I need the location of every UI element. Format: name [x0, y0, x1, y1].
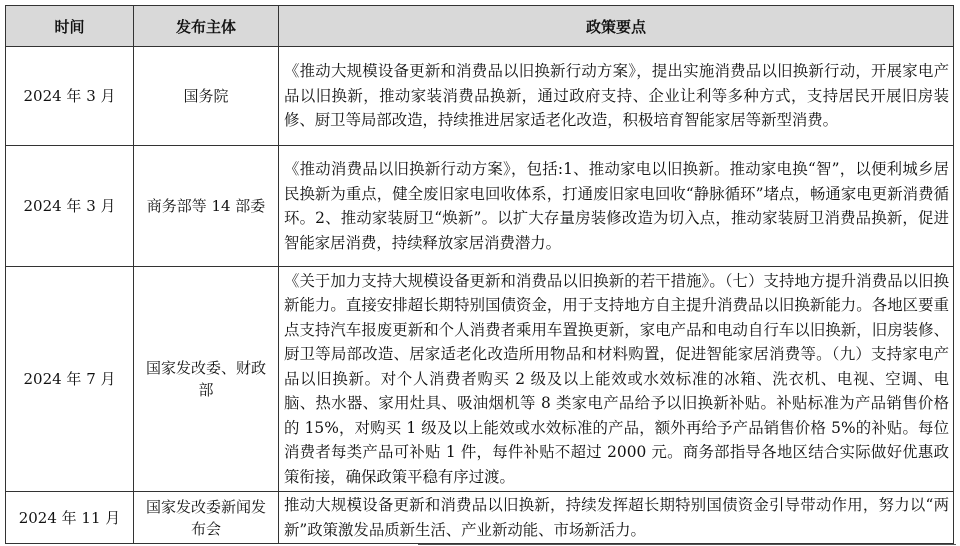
cell-points: 《推动消费品以旧换新行动方案》，包括:1、推动家电以旧换新。推动家电换“智”，以便利城乡居民换新为重点，健全废旧家电回收体系，打通废旧家电回收“静脉循环”堵点，畅通家电更新消费循环。2、推动家装厨卫“焕新”。以扩大存量房装修改造为切入点，推动家装厨卫消费品换新，促进智能家居消费，持续释放家居消费潜力。: [279, 146, 954, 267]
header-issuer: 发布主体: [134, 6, 279, 47]
cell-points: 《推动大规模设备更新和消费品以旧换新行动方案》，提出实施消费品以旧换新行动，开展家电产品以旧换新，推动家装消费品换新，通过政府支持、企业让利等多种方式，支持居民开展旧房装修、厨卫等局部改造，持续推进居家适老化改造，积极培育智能家居等新型消费。: [279, 47, 954, 146]
cell-time: 2024 年 11 月: [6, 492, 134, 544]
header-row: [6, 6, 954, 47]
cell-issuer: 国务院: [134, 47, 279, 146]
cell-issuer: 商务部等 14 部委: [134, 146, 279, 267]
header-points: 政策要点: [279, 6, 954, 47]
bottom-divider: [418, 544, 956, 545]
policy-table: [5, 5, 954, 544]
cell-time: 2024 年 3 月: [6, 146, 134, 267]
table-row: [6, 492, 954, 544]
table-row: [6, 146, 954, 267]
table-row: [6, 47, 954, 146]
cell-time: 2024 年 7 月: [6, 267, 134, 492]
cell-time: 2024 年 3 月: [6, 47, 134, 146]
cell-points: 推动大规模设备更新和消费品以旧换新，持续发挥超长期特别国债资金引导带动作用，努力以“两新”政策激发品质新生活、产业新动能、市场新活力。: [279, 492, 954, 544]
cell-issuer: 国家发改委新闻发布会: [134, 492, 279, 544]
cell-points: 《关于加力支持大规模设备更新和消费品以旧换新的若干措施》。（七）支持地方提升消费品以旧换新能力。直接安排超长期特别国债资金，用于支持地方自主提升消费品以旧换新能力。各地区要重点支持汽车报废更新和个人消费者乘用车置换更新，家电产品和电动自行车以旧换新，旧房装修、厨卫等局部改造、居家适老化改造所用物品和材料购置，促进智能家居消费等。（九）支持家电产品以旧换新。对个人消费者购买 2 级及以上能效或水效标准的冰箱、洗衣机、电视、空调、电脑、热水器、家用灶具、吸油烟机等 8 类家电产品给予以旧换新补贴。补贴标准为产品销售价格的 15%，对购买 1 级及以上能效或水效标准的产品，额外再给予产品销售价格 5%的补贴。每位消费者每类产品可补贴 1 件，每件补贴不超过 2000 元。商务部指导各地区结合实际做好优惠政策衔接，确保政策平稳有序过渡。: [279, 267, 954, 492]
cell-issuer: 国家发改委、财政部: [134, 267, 279, 492]
header-time: 时间: [6, 6, 134, 47]
table-row: [6, 267, 954, 492]
